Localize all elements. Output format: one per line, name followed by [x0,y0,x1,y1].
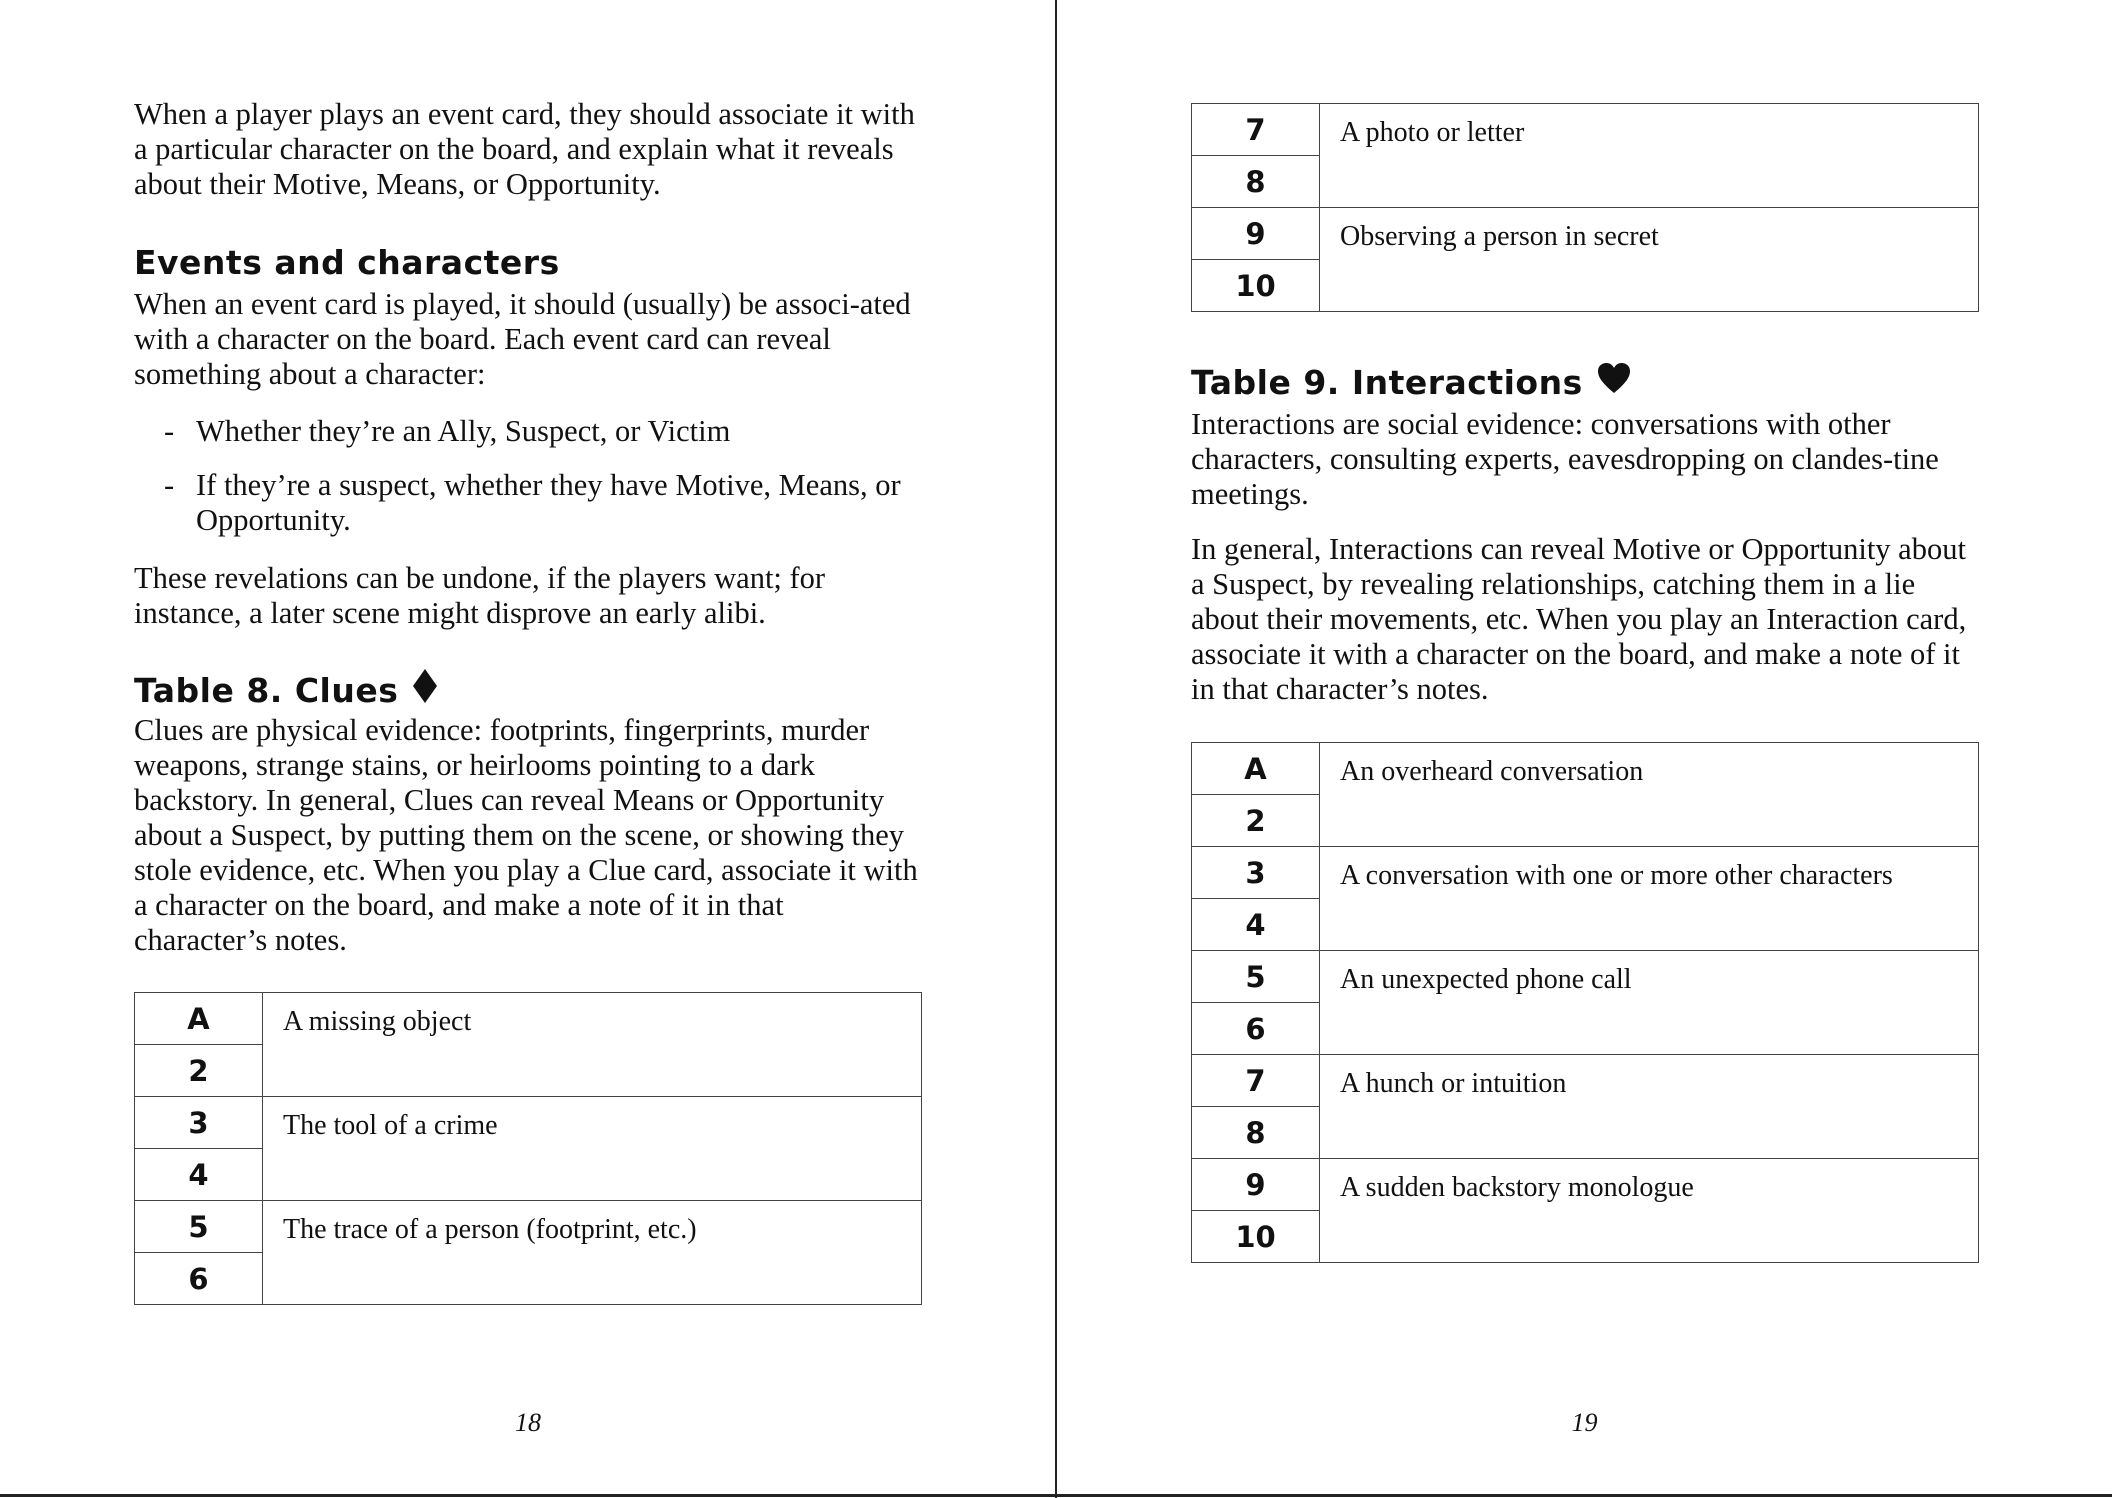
list-item: - Whether they’re an Ally, Suspect, or Victim [164,414,731,448]
dice-key: 7 [1192,104,1320,156]
result-cell: A conversation with one or more other characters [1320,847,1979,951]
table8-heading: Table 8. Clues [134,668,924,713]
page-number: 19 [1571,1408,1598,1437]
events-heading: Events and characters [134,243,560,282]
bullet-dash: - [164,468,175,502]
dice-key: 8 [1192,1107,1320,1159]
events-body-block [134,287,924,392]
dice-key: 4 [1192,899,1320,951]
table9-body2-block [1191,532,1981,707]
table8-heading-block [134,668,924,713]
result-cell: Observing a person in secret [1320,208,1979,312]
dice-key: 5 [1192,951,1320,1003]
table-row [1192,743,1979,795]
clues-table [134,992,922,1305]
dice-key: 6 [1192,1003,1320,1055]
result-cell: The trace of a person (footprint, etc.) [263,1201,922,1305]
table-row [135,1097,922,1149]
dice-key: 3 [1192,847,1320,899]
table9-body1-block [1191,407,1981,512]
dice-key: A [1192,743,1320,795]
table-row [1192,1159,1979,1211]
table-row [1192,847,1979,899]
table8-body: Clues are physical evidence: footprints, fingerprints, murder weapons, strange stains, or heirlooms pointing to a dark backstory. In general, Clues can reveal Means or Opportunity about a Suspect, by putting them on the scene, or showing they stole evidence, etc. When you play a Clue card, associate it with a character on the board, and make a note of it in that character’s notes. [134,713,918,957]
result-cell: A sudden backstory monologue [1320,1159,1979,1263]
clues-table-continued [1191,103,1979,312]
table9-heading-block [1191,362,1981,403]
events-body: When an event card is played, it should (usually) be associ-ated with a character on the board. Each event card can reveal something about a character: [134,287,911,391]
dice-key: 7 [1192,1055,1320,1107]
table8-block [134,992,924,1305]
result-cell: A photo or letter [1320,104,1979,208]
table-row [1192,104,1979,156]
table-row [1192,1055,1979,1107]
dice-key: 10 [1192,260,1320,312]
dice-key: 2 [1192,795,1320,847]
dice-key: 4 [135,1149,263,1201]
bullet-dash: - [164,414,175,448]
intro-block [134,97,924,202]
result-cell: An overheard conversation [1320,743,1979,847]
diamond-suit-icon [412,668,438,713]
result-cell: The tool of a crime [263,1097,922,1201]
revelations-block [134,561,924,631]
result-cell: A hunch or intuition [1320,1055,1979,1159]
intro-paragraph: When a player plays an event card, they should associate it with a particular character on the board, and explain what it reveals about their Motive, Means, or Opportunity. [134,97,915,201]
events-section [134,243,924,283]
dice-key: 3 [135,1097,263,1149]
table-row [1192,951,1979,1003]
list-item: - If they’re a suspect, whether they have Motive, Means, or Opportunity. [164,468,901,537]
dice-key: 6 [135,1253,263,1305]
table9-body-2: In general, Interactions can reveal Motive or Opportunity about a Suspect, by revealing relationships, catching them in a lie about their movements, etc. When you play an Interaction card, associate it with a character on the board, and make a note of it in that character’s notes. [1191,532,1967,706]
table9-body-1: Interactions are social evidence: conversations with other characters, consulting experts, eavesdropping on clandes-tine meetings. [1191,407,1939,511]
table-row [1192,208,1979,260]
table9-heading: Table 9. Interactions [1191,362,1981,403]
reveal-list [134,414,924,538]
dice-key: 8 [1192,156,1320,208]
table8-body-block [134,713,924,958]
table-row [135,1201,922,1253]
interactions-table [1191,742,1979,1263]
dice-key: 9 [1192,208,1320,260]
dice-key: 10 [1192,1211,1320,1263]
result-cell: An unexpected phone call [1320,951,1979,1055]
table8-continued-block [1191,103,1981,312]
right-page [1057,0,2112,1498]
page-number: 18 [515,1408,541,1437]
dice-key: 9 [1192,1159,1320,1211]
dice-key: 2 [135,1045,263,1097]
heart-suit-icon [1597,362,1631,403]
dice-key: 5 [135,1201,263,1253]
reveal-list-block [134,414,924,538]
table9-block [1191,742,1981,1263]
revelations-paragraph: These revelations can be undone, if the players want; for instance, a later scene might disprove an early alibi. [134,561,826,630]
table-row [135,993,922,1045]
dice-key: A [135,993,263,1045]
result-cell: A missing object [263,993,922,1097]
